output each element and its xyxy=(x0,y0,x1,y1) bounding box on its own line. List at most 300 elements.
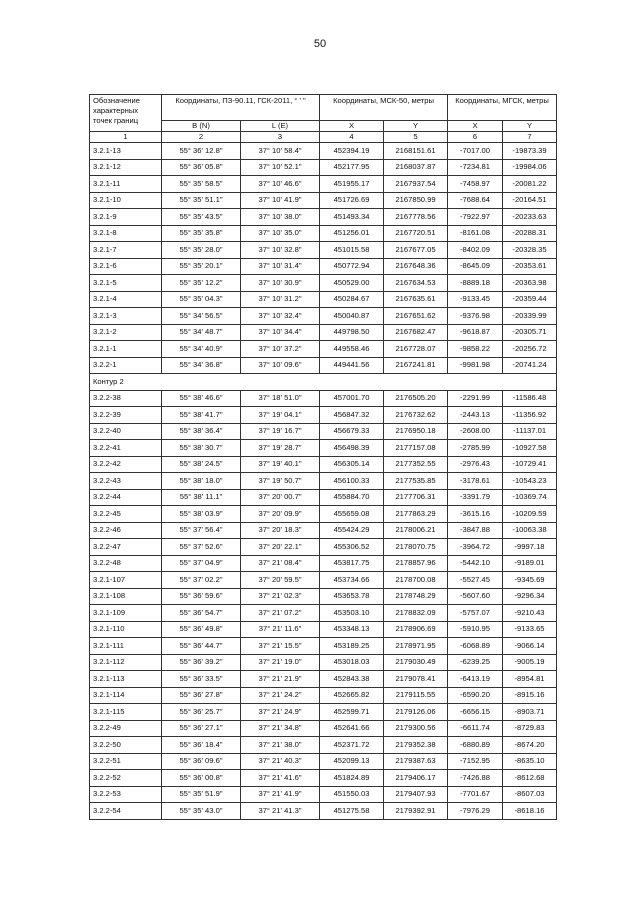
latitude-cell: 55° 37' 52.6" xyxy=(162,539,241,556)
mgsk-x-cell: -7152.95 xyxy=(448,753,503,770)
mgsk-x-cell: -3964.72 xyxy=(448,539,503,556)
table-row xyxy=(90,192,557,209)
mgsk-y-cell: -8903.71 xyxy=(503,704,557,721)
mgsk-y-cell: -20741.24 xyxy=(503,357,557,374)
table-row xyxy=(90,275,557,292)
latitude-cell: 55° 38' 24.5" xyxy=(162,456,241,473)
point-id-cell: 3.2.2-52 xyxy=(90,770,162,787)
latitude-cell: 55° 36' 05.8" xyxy=(162,159,241,176)
msk-x-cell: 453817.75 xyxy=(320,555,384,572)
longitude-cell: 37° 10' 38.0" xyxy=(241,209,320,226)
header-sub-x-msk: X xyxy=(320,121,384,132)
table-row xyxy=(90,390,557,407)
table-row xyxy=(90,489,557,506)
mgsk-y-cell: -8612.68 xyxy=(503,770,557,787)
mgsk-x-cell: -5527.45 xyxy=(448,572,503,589)
table-row xyxy=(90,176,557,193)
msk-y-cell: 2179352.38 xyxy=(384,737,448,754)
msk-x-cell: 453189.25 xyxy=(320,638,384,655)
table-row xyxy=(90,143,557,160)
mgsk-y-cell: -9997.18 xyxy=(503,539,557,556)
latitude-cell: 55° 35' 20.1" xyxy=(162,258,241,275)
msk-y-cell: 2178070.75 xyxy=(384,539,448,556)
point-id-cell: 3.2.1-11 xyxy=(90,176,162,193)
msk-y-cell: 2176950.18 xyxy=(384,423,448,440)
latitude-cell: 55° 36' 18.4" xyxy=(162,737,241,754)
table-row xyxy=(90,803,557,820)
msk-x-cell: 453018.03 xyxy=(320,654,384,671)
mgsk-x-cell: -2291.99 xyxy=(448,390,503,407)
msk-x-cell: 452641.66 xyxy=(320,720,384,737)
mgsk-x-cell: -7701.67 xyxy=(448,786,503,803)
msk-x-cell: 452371.72 xyxy=(320,737,384,754)
point-id-cell: 3.2.2-51 xyxy=(90,753,162,770)
point-id-cell: 3.2.1-113 xyxy=(90,671,162,688)
msk-x-cell: 450040.87 xyxy=(320,308,384,325)
msk-x-cell: 453653.78 xyxy=(320,588,384,605)
msk-y-cell: 2167682.47 xyxy=(384,324,448,341)
point-id-cell: 3.2.1-12 xyxy=(90,159,162,176)
point-id-cell: 3.2.2-53 xyxy=(90,786,162,803)
mgsk-y-cell: -20164.51 xyxy=(503,192,557,209)
point-id-cell: 3.2.1-10 xyxy=(90,192,162,209)
point-id-cell: 3.2.2-38 xyxy=(90,390,162,407)
mgsk-y-cell: -20363.98 xyxy=(503,275,557,292)
longitude-cell: 37° 21' 24.2" xyxy=(241,687,320,704)
latitude-cell: 55° 35' 12.2" xyxy=(162,275,241,292)
msk-y-cell: 2167728.07 xyxy=(384,341,448,358)
latitude-cell: 55° 36' 44.7" xyxy=(162,638,241,655)
msk-x-cell: 449441.56 xyxy=(320,357,384,374)
table-row xyxy=(90,423,557,440)
latitude-cell: 55° 36' 12.8" xyxy=(162,143,241,160)
point-id-cell: 3.2.1-6 xyxy=(90,258,162,275)
mgsk-x-cell: -7234.81 xyxy=(448,159,503,176)
mgsk-x-cell: -8402.09 xyxy=(448,242,503,259)
mgsk-x-cell: -6590.20 xyxy=(448,687,503,704)
mgsk-x-cell: -6880.89 xyxy=(448,737,503,754)
mgsk-y-cell: -8729.83 xyxy=(503,720,557,737)
mgsk-y-cell: -20233.63 xyxy=(503,209,557,226)
msk-x-cell: 452099.13 xyxy=(320,753,384,770)
latitude-cell: 55° 38' 36.4" xyxy=(162,423,241,440)
column-number: 6 xyxy=(448,132,503,143)
mgsk-y-cell: -8674.20 xyxy=(503,737,557,754)
msk-y-cell: 2178906.69 xyxy=(384,621,448,638)
column-number: 4 xyxy=(320,132,384,143)
mgsk-y-cell: -9345.69 xyxy=(503,572,557,589)
longitude-cell: 37° 21' 41.9" xyxy=(241,786,320,803)
mgsk-x-cell: -9618.87 xyxy=(448,324,503,341)
column-number: 1 xyxy=(90,132,162,143)
msk-y-cell: 2176732.62 xyxy=(384,407,448,424)
longitude-cell: 37° 21' 02.3" xyxy=(241,588,320,605)
msk-y-cell: 2178857.96 xyxy=(384,555,448,572)
table-row xyxy=(90,654,557,671)
msk-x-cell: 451015.58 xyxy=(320,242,384,259)
point-id-cell: 3.2.2-42 xyxy=(90,456,162,473)
mgsk-y-cell: -8915.16 xyxy=(503,687,557,704)
msk-x-cell: 452394.19 xyxy=(320,143,384,160)
mgsk-y-cell: -11356.92 xyxy=(503,407,557,424)
page-number: 50 xyxy=(313,38,327,50)
point-id-cell: 3.2.2-43 xyxy=(90,473,162,490)
column-number: 5 xyxy=(384,132,448,143)
msk-x-cell: 451275.58 xyxy=(320,803,384,820)
latitude-cell: 55° 37' 02.2" xyxy=(162,572,241,589)
msk-y-cell: 2179392.91 xyxy=(384,803,448,820)
msk-y-cell: 2177352.55 xyxy=(384,456,448,473)
longitude-cell: 37° 20' 09.9" xyxy=(241,506,320,523)
msk-x-cell: 450772.94 xyxy=(320,258,384,275)
msk-y-cell: 2167634.53 xyxy=(384,275,448,292)
longitude-cell: 37° 21' 34.8" xyxy=(241,720,320,737)
longitude-cell: 37° 10' 34.4" xyxy=(241,324,320,341)
point-id-cell: 3.2.2-47 xyxy=(90,539,162,556)
point-id-cell: 3.2.1-1 xyxy=(90,341,162,358)
msk-y-cell: 2167937.54 xyxy=(384,176,448,193)
latitude-cell: 55° 36' 27.1" xyxy=(162,720,241,737)
mgsk-y-cell: -9189.01 xyxy=(503,555,557,572)
mgsk-x-cell: -2785.99 xyxy=(448,440,503,457)
table-row xyxy=(90,209,557,226)
mgsk-y-cell: -20305.71 xyxy=(503,324,557,341)
table-row xyxy=(90,324,557,341)
msk-y-cell: 2179406.17 xyxy=(384,770,448,787)
msk-y-cell: 2179030.49 xyxy=(384,654,448,671)
msk-y-cell: 2179300.56 xyxy=(384,720,448,737)
mgsk-y-cell: -20339.99 xyxy=(503,308,557,325)
longitude-cell: 37° 21' 08.4" xyxy=(241,555,320,572)
longitude-cell: 37° 21' 07.2" xyxy=(241,605,320,622)
column-number: 2 xyxy=(162,132,241,143)
point-id-cell: 3.2.1-109 xyxy=(90,605,162,622)
latitude-cell: 55° 36' 09.6" xyxy=(162,753,241,770)
table-row xyxy=(90,291,557,308)
msk-x-cell: 456498.39 xyxy=(320,440,384,457)
longitude-cell: 37° 20' 22.1" xyxy=(241,539,320,556)
mgsk-x-cell: -7688.64 xyxy=(448,192,503,209)
longitude-cell: 37° 21' 38.0" xyxy=(241,737,320,754)
point-id-cell: 3.2.1-107 xyxy=(90,572,162,589)
mgsk-y-cell: -10369.74 xyxy=(503,489,557,506)
mgsk-y-cell: -9066.14 xyxy=(503,638,557,655)
mgsk-x-cell: -8161.08 xyxy=(448,225,503,242)
table-row xyxy=(90,621,557,638)
point-id-cell: 3.2.2-49 xyxy=(90,720,162,737)
msk-y-cell: 2177706.31 xyxy=(384,489,448,506)
mgsk-y-cell: -8618.16 xyxy=(503,803,557,820)
longitude-cell: 37° 20' 18.3" xyxy=(241,522,320,539)
msk-x-cell: 453348.13 xyxy=(320,621,384,638)
msk-x-cell: 450529.00 xyxy=(320,275,384,292)
mgsk-x-cell: -3847.88 xyxy=(448,522,503,539)
table-row xyxy=(90,341,557,358)
mgsk-y-cell: -20288.31 xyxy=(503,225,557,242)
header-msk50-coordinates: Координаты, МСК-50, метры xyxy=(320,95,448,121)
table-row xyxy=(90,440,557,457)
longitude-cell: 37° 21' 24.9" xyxy=(241,704,320,721)
mgsk-x-cell: -6413.19 xyxy=(448,671,503,688)
longitude-cell: 37° 10' 31.2" xyxy=(241,291,320,308)
msk-x-cell: 453734.66 xyxy=(320,572,384,589)
msk-x-cell: 450284.67 xyxy=(320,291,384,308)
point-id-cell: 3.2.1-112 xyxy=(90,654,162,671)
column-number: 7 xyxy=(503,132,557,143)
point-id-cell: 3.2.2-54 xyxy=(90,803,162,820)
point-id-cell: 3.2.1-108 xyxy=(90,588,162,605)
msk-x-cell: 455424.29 xyxy=(320,522,384,539)
mgsk-x-cell: -8889.18 xyxy=(448,275,503,292)
mgsk-x-cell: -9376.98 xyxy=(448,308,503,325)
msk-x-cell: 453503.10 xyxy=(320,605,384,622)
table-row xyxy=(90,687,557,704)
longitude-cell: 37° 21' 41.6" xyxy=(241,770,320,787)
latitude-cell: 55° 36' 54.7" xyxy=(162,605,241,622)
point-id-cell: 3.2.2-40 xyxy=(90,423,162,440)
header-sub-l: L (E) xyxy=(241,121,320,132)
mgsk-y-cell: -9210.43 xyxy=(503,605,557,622)
point-id-cell: 3.2.2-45 xyxy=(90,506,162,523)
point-id-cell: 3.2.1-2 xyxy=(90,324,162,341)
mgsk-x-cell: -3178.61 xyxy=(448,473,503,490)
msk-x-cell: 457001.70 xyxy=(320,390,384,407)
coordinates-table xyxy=(89,94,557,820)
mgsk-y-cell: -20353.61 xyxy=(503,258,557,275)
msk-x-cell: 449798.50 xyxy=(320,324,384,341)
msk-x-cell: 455659.08 xyxy=(320,506,384,523)
mgsk-x-cell: -9858.22 xyxy=(448,341,503,358)
mgsk-y-cell: -11137.01 xyxy=(503,423,557,440)
mgsk-x-cell: -5757.07 xyxy=(448,605,503,622)
table-row xyxy=(90,753,557,770)
msk-x-cell: 451256.01 xyxy=(320,225,384,242)
longitude-cell: 37° 10' 35.0" xyxy=(241,225,320,242)
point-id-cell: 3.2.1-13 xyxy=(90,143,162,160)
longitude-cell: 37° 10' 09.6" xyxy=(241,357,320,374)
msk-y-cell: 2177535.85 xyxy=(384,473,448,490)
mgsk-x-cell: -9133.45 xyxy=(448,291,503,308)
table-row xyxy=(90,407,557,424)
longitude-cell: 37° 10' 46.6" xyxy=(241,176,320,193)
table-row xyxy=(90,704,557,721)
section-label: Контур 2 xyxy=(90,374,557,391)
mgsk-y-cell: -19873.39 xyxy=(503,143,557,160)
mgsk-y-cell: -8954.81 xyxy=(503,671,557,688)
table-row xyxy=(90,522,557,539)
msk-x-cell: 452843.38 xyxy=(320,671,384,688)
msk-y-cell: 2178832.09 xyxy=(384,605,448,622)
mgsk-x-cell: -7922.97 xyxy=(448,209,503,226)
point-id-cell: 3.2.1-115 xyxy=(90,704,162,721)
table-body xyxy=(90,143,557,820)
header-point-designation: Обозначение характерных точек границ xyxy=(90,95,162,132)
mgsk-x-cell: -7976.29 xyxy=(448,803,503,820)
table-row xyxy=(90,357,557,374)
header-sub-y-msk: Y xyxy=(384,121,448,132)
msk-y-cell: 2167720.51 xyxy=(384,225,448,242)
table-row xyxy=(90,671,557,688)
mgsk-y-cell: -9296.34 xyxy=(503,588,557,605)
mgsk-x-cell: -9981.98 xyxy=(448,357,503,374)
table-row xyxy=(90,456,557,473)
latitude-cell: 55° 35' 43.0" xyxy=(162,803,241,820)
latitude-cell: 55° 38' 11.1" xyxy=(162,489,241,506)
msk-y-cell: 2177863.29 xyxy=(384,506,448,523)
mgsk-y-cell: -20081.22 xyxy=(503,176,557,193)
latitude-cell: 55° 34' 48.7" xyxy=(162,324,241,341)
table-row xyxy=(90,506,557,523)
longitude-cell: 37° 21' 11.6" xyxy=(241,621,320,638)
mgsk-y-cell: -9005.19 xyxy=(503,654,557,671)
mgsk-y-cell: -9133.65 xyxy=(503,621,557,638)
table-row xyxy=(90,737,557,754)
table-row xyxy=(90,539,557,556)
mgsk-y-cell: -10209.59 xyxy=(503,506,557,523)
msk-y-cell: 2168151.61 xyxy=(384,143,448,160)
point-id-cell: 3.2.1-5 xyxy=(90,275,162,292)
section-row xyxy=(90,374,557,391)
latitude-cell: 55° 36' 49.8" xyxy=(162,621,241,638)
header-mgsk-coordinates: Координаты, МГСК, метры xyxy=(448,95,557,121)
msk-x-cell: 455306.52 xyxy=(320,539,384,556)
mgsk-x-cell: -5607.60 xyxy=(448,588,503,605)
table-row xyxy=(90,473,557,490)
msk-x-cell: 449558.46 xyxy=(320,341,384,358)
point-id-cell: 3.2.1-3 xyxy=(90,308,162,325)
latitude-cell: 55° 38' 03.9" xyxy=(162,506,241,523)
longitude-cell: 37° 10' 58.4" xyxy=(241,143,320,160)
column-number: 3 xyxy=(241,132,320,143)
msk-y-cell: 2167677.05 xyxy=(384,242,448,259)
longitude-cell: 37° 20' 00.7" xyxy=(241,489,320,506)
point-id-cell: 3.2.2-46 xyxy=(90,522,162,539)
msk-x-cell: 456679.33 xyxy=(320,423,384,440)
longitude-cell: 37° 10' 32.8" xyxy=(241,242,320,259)
latitude-cell: 55° 38' 30.7" xyxy=(162,440,241,457)
msk-y-cell: 2179407.93 xyxy=(384,786,448,803)
msk-y-cell: 2167850.99 xyxy=(384,192,448,209)
header-sub-x-mgsk: X xyxy=(448,121,503,132)
msk-y-cell: 2168037.87 xyxy=(384,159,448,176)
longitude-cell: 37° 21' 19.0" xyxy=(241,654,320,671)
msk-y-cell: 2179115.55 xyxy=(384,687,448,704)
table-row xyxy=(90,770,557,787)
mgsk-x-cell: -5442.10 xyxy=(448,555,503,572)
msk-y-cell: 2167778.56 xyxy=(384,209,448,226)
msk-y-cell: 2179387.63 xyxy=(384,753,448,770)
table-row xyxy=(90,605,557,622)
msk-y-cell: 2167241.81 xyxy=(384,357,448,374)
msk-y-cell: 2179078.41 xyxy=(384,671,448,688)
table-row xyxy=(90,786,557,803)
msk-x-cell: 456847.32 xyxy=(320,407,384,424)
longitude-cell: 37° 10' 31.4" xyxy=(241,258,320,275)
point-id-cell: 3.2.2-41 xyxy=(90,440,162,457)
latitude-cell: 55° 35' 28.0" xyxy=(162,242,241,259)
latitude-cell: 55° 36' 27.8" xyxy=(162,687,241,704)
msk-x-cell: 456100.33 xyxy=(320,473,384,490)
longitude-cell: 37° 21' 40.3" xyxy=(241,753,320,770)
latitude-cell: 55° 34' 40.9" xyxy=(162,341,241,358)
header-sub-y-mgsk: Y xyxy=(503,121,557,132)
table-row xyxy=(90,720,557,737)
msk-x-cell: 456305.14 xyxy=(320,456,384,473)
mgsk-x-cell: -2608.00 xyxy=(448,423,503,440)
longitude-cell: 37° 19' 50.7" xyxy=(241,473,320,490)
msk-y-cell: 2178971.95 xyxy=(384,638,448,655)
latitude-cell: 55° 38' 18.0" xyxy=(162,473,241,490)
longitude-cell: 37° 19' 16.7" xyxy=(241,423,320,440)
msk-y-cell: 2178006.21 xyxy=(384,522,448,539)
latitude-cell: 55° 35' 51.9" xyxy=(162,786,241,803)
msk-y-cell: 2179126.06 xyxy=(384,704,448,721)
latitude-cell: 55° 36' 00.8" xyxy=(162,770,241,787)
mgsk-x-cell: -6656.15 xyxy=(448,704,503,721)
mgsk-x-cell: -7426.88 xyxy=(448,770,503,787)
longitude-cell: 37° 10' 32.4" xyxy=(241,308,320,325)
latitude-cell: 55° 36' 25.7" xyxy=(162,704,241,721)
msk-x-cell: 451726.69 xyxy=(320,192,384,209)
msk-x-cell: 455884.70 xyxy=(320,489,384,506)
table-row xyxy=(90,225,557,242)
mgsk-x-cell: -5910.95 xyxy=(448,621,503,638)
mgsk-x-cell: -3615.16 xyxy=(448,506,503,523)
point-id-cell: 3.2.1-114 xyxy=(90,687,162,704)
longitude-cell: 37° 19' 40.1" xyxy=(241,456,320,473)
point-id-cell: 3.2.2-48 xyxy=(90,555,162,572)
longitude-cell: 37° 21' 21.9" xyxy=(241,671,320,688)
latitude-cell: 55° 35' 43.5" xyxy=(162,209,241,226)
mgsk-y-cell: -20359.44 xyxy=(503,291,557,308)
mgsk-x-cell: -6068.89 xyxy=(448,638,503,655)
point-id-cell: 3.2.1-110 xyxy=(90,621,162,638)
latitude-cell: 55° 38' 41.7" xyxy=(162,407,241,424)
longitude-cell: 37° 21' 41.3" xyxy=(241,803,320,820)
mgsk-y-cell: -20256.72 xyxy=(503,341,557,358)
msk-y-cell: 2178700.08 xyxy=(384,572,448,589)
longitude-cell: 37° 19' 28.7" xyxy=(241,440,320,457)
table-row xyxy=(90,638,557,655)
latitude-cell: 55° 35' 58.5" xyxy=(162,176,241,193)
latitude-cell: 55° 37' 04.9" xyxy=(162,555,241,572)
latitude-cell: 55° 36' 39.2" xyxy=(162,654,241,671)
point-id-cell: 3.2.2-1 xyxy=(90,357,162,374)
point-id-cell: 3.2.1-8 xyxy=(90,225,162,242)
table-row xyxy=(90,555,557,572)
mgsk-y-cell: -10927.58 xyxy=(503,440,557,457)
latitude-cell: 55° 35' 35.8" xyxy=(162,225,241,242)
mgsk-x-cell: -8645.09 xyxy=(448,258,503,275)
table-row xyxy=(90,159,557,176)
mgsk-x-cell: -7017.00 xyxy=(448,143,503,160)
point-id-cell: 3.2.1-7 xyxy=(90,242,162,259)
latitude-cell: 55° 36' 33.5" xyxy=(162,671,241,688)
longitude-cell: 37° 10' 37.2" xyxy=(241,341,320,358)
mgsk-y-cell: -11586.48 xyxy=(503,390,557,407)
msk-y-cell: 2167648.36 xyxy=(384,258,448,275)
latitude-cell: 55° 36' 59.6" xyxy=(162,588,241,605)
mgsk-x-cell: -6239.25 xyxy=(448,654,503,671)
longitude-cell: 37° 10' 52.1" xyxy=(241,159,320,176)
point-id-cell: 3.2.1-111 xyxy=(90,638,162,655)
mgsk-x-cell: -2976.43 xyxy=(448,456,503,473)
longitude-cell: 37° 20' 59.5" xyxy=(241,572,320,589)
mgsk-x-cell: -3391.79 xyxy=(448,489,503,506)
mgsk-x-cell: -7458.97 xyxy=(448,176,503,193)
mgsk-y-cell: -8607.03 xyxy=(503,786,557,803)
mgsk-y-cell: -8635.10 xyxy=(503,753,557,770)
